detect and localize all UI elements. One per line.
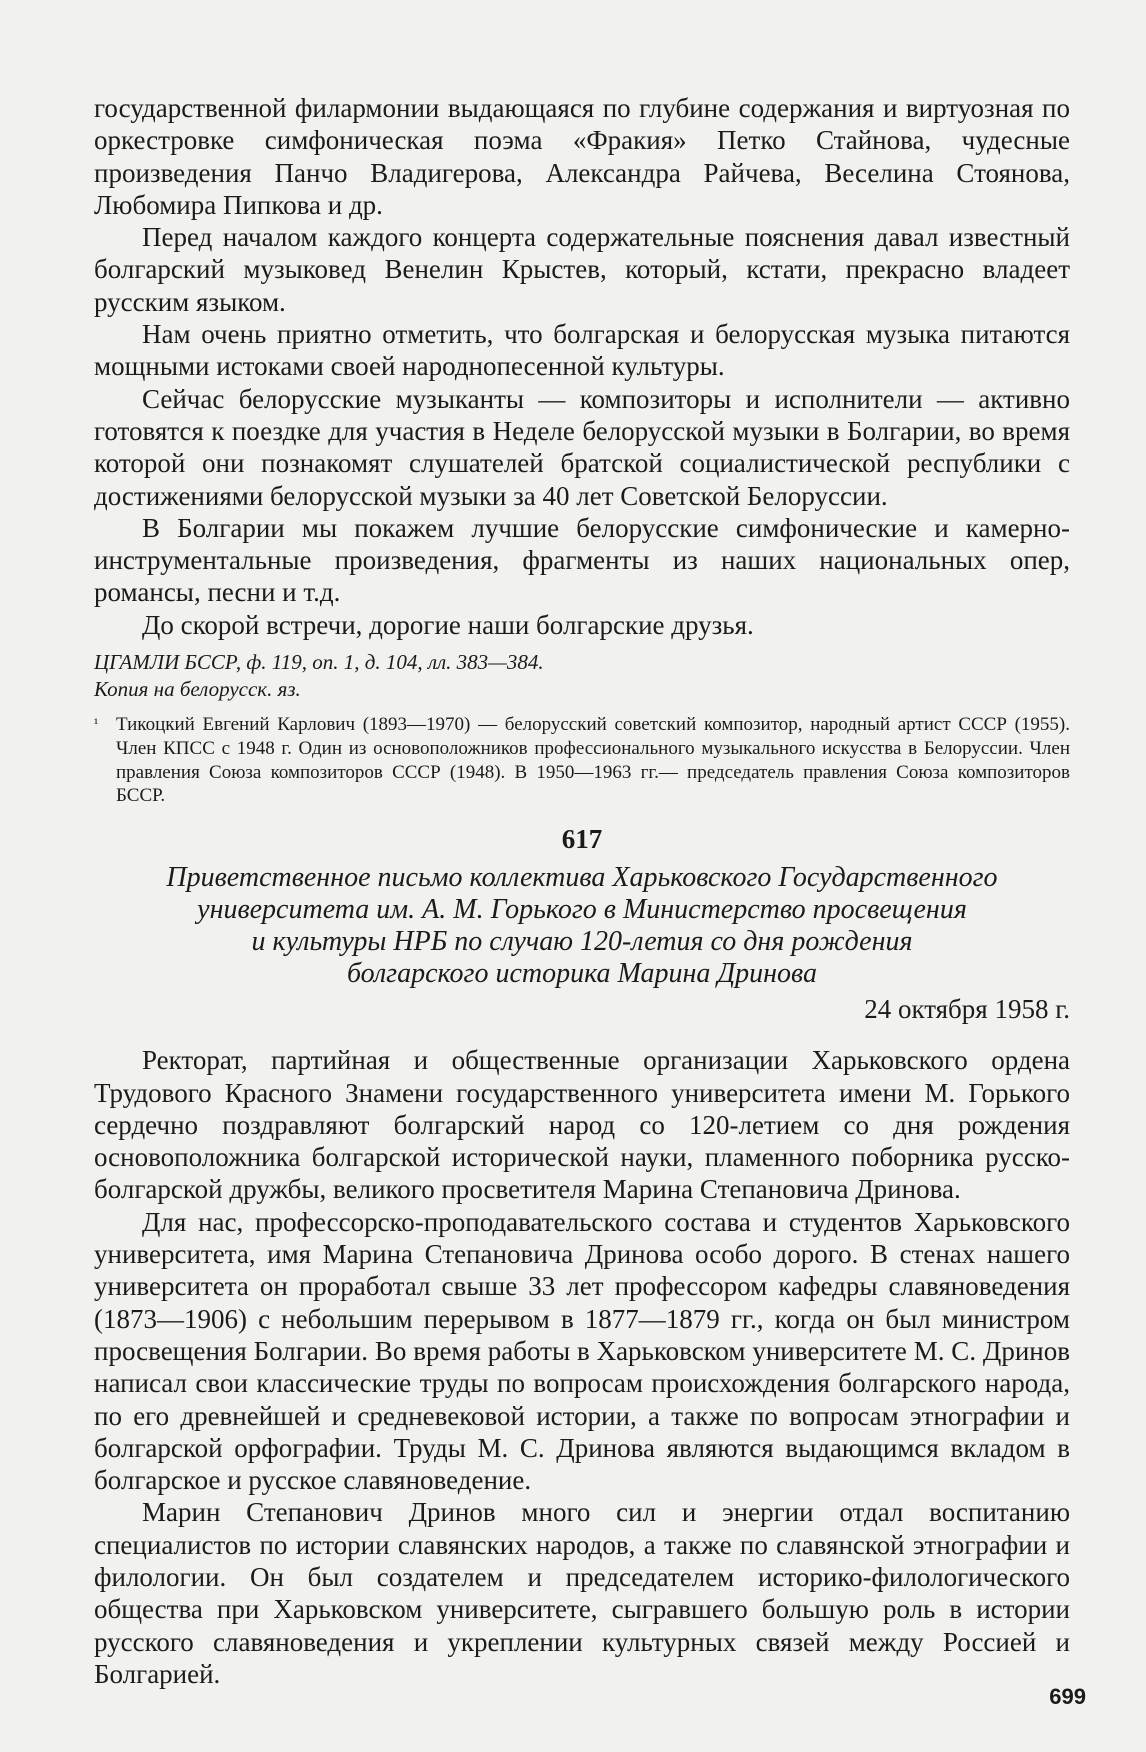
footnote-text: Тикоцкий Евгений Карлович (1893—1970) — белорусский советский композитор, народный артист СССР (1955). Член КПСС с 1948 г. Один из основоположников профессионального музыкального искусства в Белоруссии. Член правления Союза композиторов СССР (1948). В 1950—1963 гг.— председатель правления Союза композиторов БССР. <box>116 714 1070 807</box>
copy-language-note: Копия на белорусск. яз. <box>94 677 301 702</box>
paragraph: Для нас, профессорско-проподавательского состава и студентов Харьковского университета, имя Марина Степановича Дринова особо дорого. В стенах нашего университета он проработал свыше 33 лет профессором кафедры славяноведения (1873—1906) с небольшим перерывом в 1877—1879 гг., когда он был министром просвещения Болгарии. Во время работы в Харьковском университете М. С. Дринов написал свои классические труды по вопросам происхождения болгарского народа, по его древнейшей и средневековой истории, а также по вопросам этнографии и болгарской орфографии. Труды М. С. Дринова являются выдающимся вкладом в болгарское и русское славяноведение. <box>94 1206 1070 1496</box>
paragraph: В Болгарии мы покажем лучшие белорусские симфонические и камерно-инструментальные произведения, фрагменты из наших национальных опер, романсы, песни и т.д. <box>94 512 1070 608</box>
paragraph: Перед началом каждого концерта содержательные пояснения давал известный болгарский музыковед Венелин Крыстев, который, кстати, прекрасно владеет русским языком. <box>94 222 1070 317</box>
footnote <box>94 713 1070 808</box>
page-number: 699 <box>1049 1684 1086 1709</box>
previous-document-ending <box>94 92 1070 808</box>
paragraph: Нам очень приятно отметить, что болгарская и белорусская музыка питаются мощными истоками своей народнопесенной культуры. <box>94 319 1070 382</box>
paragraph: Сейчас белорусские музыканты — композиторы и исполнители — активно готовятся к поездке для участия в Неделе белорусской музыки в Болгарии, во время которой они познакомят слушателей братской социалистической республики с достижениями белорусской музыки за 40 лет Советской Белоруссии. <box>94 383 1070 511</box>
title-line: и культуры НРБ по случаю 120-летия со дня рождения <box>251 926 913 958</box>
paragraph: государственной филармонии выдающаяся по глубине содержания и виртуозная по оркестровке симфоническая поэма «Фракия» Петко Стайнова, чудесные произведения Панчо Владигерова, Александра Райчева, Веселина Стоянова, Любомира Пипкова и др. <box>94 93 1070 220</box>
document-title <box>94 862 1070 990</box>
footnote-marker: ¹ <box>94 717 99 733</box>
title-line: Приветственное письмо коллектива Харьковского Государственного <box>166 862 998 894</box>
document-date: 24 октября 1958 г. <box>864 994 1070 1025</box>
title-line: болгарского историка Марина Дринова <box>346 958 818 990</box>
document-617 <box>94 822 1070 1690</box>
paragraph: Марин Степанович Дринов много сил и энергии отдал воспитанию специалистов по истории славянских народов, а также по славянской этнографии и филологии. Он был создателем и председателем историко-филологического общества при Харьковском университете, сыгравшего большую роль в истории русского славяноведения и укреплении культурных связей между Россией и Болгарией. <box>94 1497 1070 1689</box>
document-number: 617 <box>561 824 603 855</box>
archive-source-reference <box>94 649 1070 703</box>
archive-citation: ЦГАМЛИ БССР, ф. 119, оп. 1, д. 104, лл. 383—384. <box>94 650 544 675</box>
title-line: университета им. А. М. Горького в Министерство просвещения <box>197 894 967 926</box>
paragraph: До скорой встречи, дорогие наши болгарские друзья. <box>142 609 754 640</box>
paragraph: Ректорат, партийная и общественные организации Харьковского ордена Трудового Красного Знамени государственного университета имени М. Горького сердечно поздравляют болгарский народ со 120-летием со дня рождения основоположника болгарской исторической науки, пламенного поборника русско-болгарской дружбы, великого просветителя Марина Степановича Дринова. <box>94 1045 1070 1205</box>
